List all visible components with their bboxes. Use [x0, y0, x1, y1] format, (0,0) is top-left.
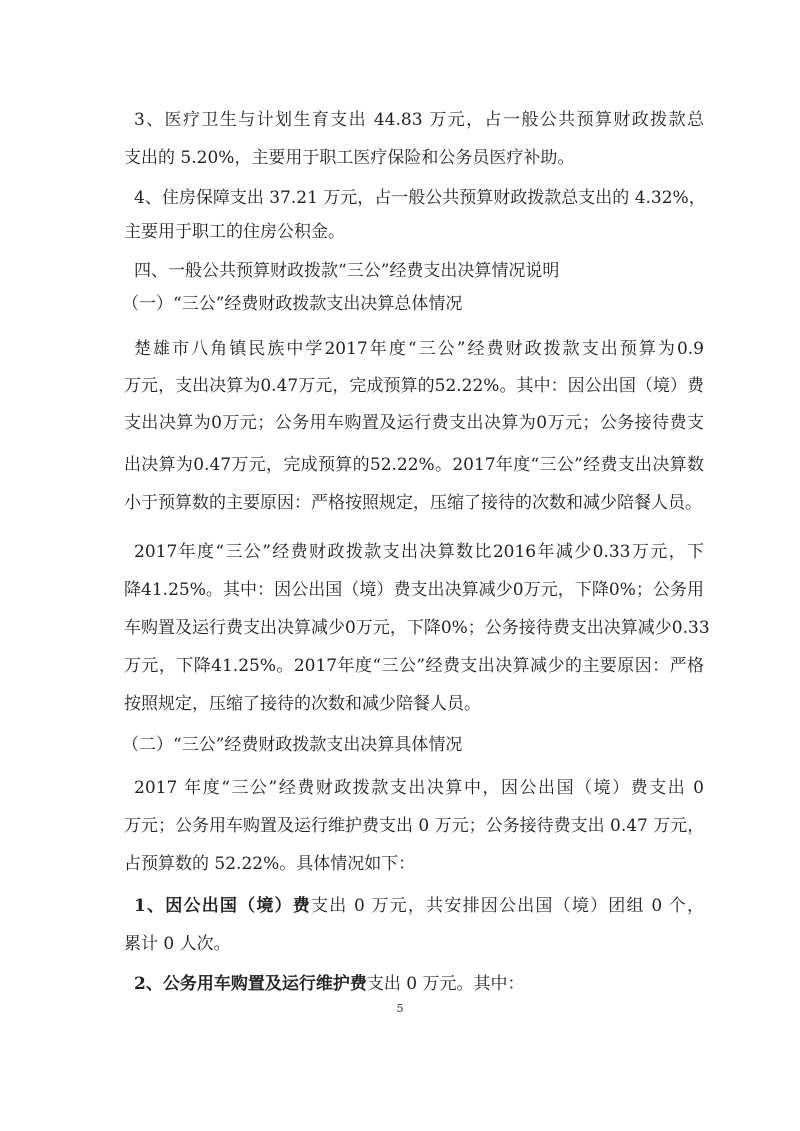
paragraph-line: 小于预算数的主要原因：严格按照规定，压缩了接待的次数和减少陪餐人员。 [124, 493, 702, 513]
paragraph-line: 楚雄市八角镇民族中学2017年度“三公”经费财政拨款支出预算为0.9 [134, 339, 704, 359]
paragraph-line: 支出决算为0万元；公务用车购置及运行费支出决算为0万元；公务接待费支 [124, 413, 704, 433]
item-text: 支出 0 万元，共安排因公出国（境）团组 0 个， [311, 896, 704, 916]
paragraph-line: 万元，下降41.25%。2017年度“三公”经费支出决算减少的主要原因：严格 [124, 656, 704, 676]
item-title-bold: 1、因公出国（境）费 [134, 896, 311, 916]
paragraph-line: 4、住房保障支出 37.21 万元，占一般公共预算财政拨款总支出的 4.32%， [134, 188, 706, 208]
paragraph-line: 2017年度“三公”经费财政拨款支出决算数比2016年减少0.33万元，下 [134, 542, 704, 562]
paragraph-line: 主要用于职工的住房公积金。 [124, 222, 345, 242]
paragraph-line: 按照规定，压缩了接待的次数和减少陪餐人员。 [124, 694, 481, 714]
paragraph-line [134, 972, 704, 996]
paragraph-line: 支出的 5.20%，主要用于职工医疗保险和公务员医疗补助。 [124, 148, 575, 168]
item-text: 支出 0 万元。其中： [366, 974, 525, 994]
page-number: 5 [396, 1002, 404, 1015]
paragraph-line: 万元；公务用车购置及运行维护费支出 0 万元；公务接待费支出 0.47 万元， [124, 816, 705, 836]
item-title-bold: 2、公务用车购置及运行维护费 [134, 974, 367, 994]
subsection-heading: （二）“三公”经费财政拨款支出决算具体情况 [122, 735, 463, 755]
section-heading: 四、一般公共预算财政拨款“三公”经费支出决算情况说明 [134, 261, 560, 281]
paragraph-line: 车购置及运行费支出决算减少0万元，下降0%；公务接待费支出决算减少0.33 [124, 618, 710, 638]
paragraph-line: 出决算为0.47万元，完成预算的52.22%。2017年度“三公”经费支出决算数 [124, 455, 704, 475]
paragraph-line [134, 894, 704, 918]
paragraph-line: 万元，支出决算为0.47万元，完成预算的52.22%。其中：因公出国（境）费 [124, 376, 704, 396]
paragraph-line: 3、医疗卫生与计划生育支出 44.83 万元，占一般公共预算财政拨款总 [134, 110, 704, 130]
subsection-heading: （一）“三公”经费财政拨款支出决算总体情况 [122, 294, 463, 314]
paragraph-line: 累计 0 人次。 [124, 934, 231, 954]
paragraph-line: 2017 年度“三公”经费财政拨款支出决算中，因公出国（境）费支出 0 [134, 778, 704, 798]
paragraph-line: 降41.25%。其中：因公出国（境）费支出决算减少0万元，下降0%；公务用 [124, 580, 704, 600]
paragraph-line: 占预算数的 52.22%。具体情况如下： [124, 854, 416, 874]
